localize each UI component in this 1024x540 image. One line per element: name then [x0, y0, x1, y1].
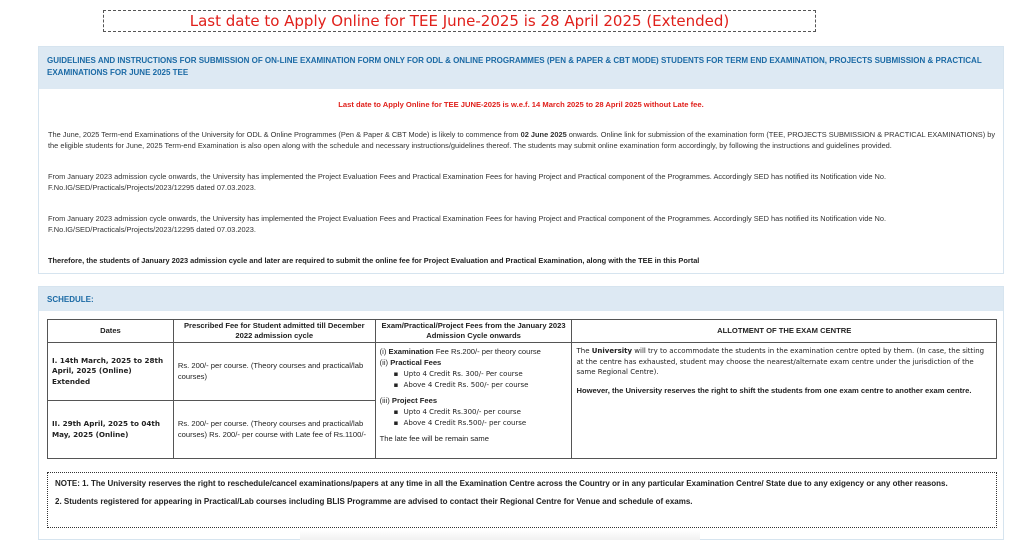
- scroll-fade: [300, 530, 700, 540]
- examination-fee-text: Fee Rs.200/- per theory course: [433, 347, 541, 356]
- commencement-text-b: onwards. Online link for submission of the examination form (TEE, PROJECTS SUBMISSION & PRACTICAL EXAMINATIONS) by the eligible students for June, 2025 Term-end Examination is also open along with the schedule and necessary instructions/guidelines thereof. The students may submit online examination form accordingly, by following the instructions and guidelines provided.: [48, 130, 996, 150]
- commencement-text-a: The June, 2025 Term-end Examinations of the University for ODL & Online Programmes (Pen & Paper & CBT Mode) is likely to commence from: [48, 130, 521, 139]
- notes-box: [47, 472, 997, 528]
- guidelines-panel: [38, 46, 1004, 274]
- schedule-panel: [38, 286, 1004, 540]
- guidelines-header: GUIDELINES AND INSTRUCTIONS FOR SUBMISSION OF ON-LINE EXAMINATION FORM ONLY FOR ODL & ONLINE PROGRAMMES (PEN & PAPER & CBT MODE) STUDENTS FOR TERM END EXAMINATION, PROJECTS SUBMISSION & PRACTICAL EXAMINATIONS FOR JUNE 2025 TEE: [39, 47, 1003, 89]
- commencement-date: 02 June 2025: [520, 130, 567, 139]
- fee-cell: Rs. 200/- per course. (Theory courses and practical/lab courses) Rs. 200/- per course with Late fee of Rs.1100/-: [173, 401, 375, 459]
- schedule-header: SCHEDULE:: [39, 287, 1003, 311]
- examination-label: Examination: [388, 347, 434, 356]
- practical-prefix: (ii): [379, 358, 391, 367]
- col-exam-fees: Exam/Practical/Project Fees from the January 2023 Admission Cycle onwards: [375, 320, 572, 343]
- allotment-however: However, the University reserves the right to shift the students from one exam centre to another exam centre.: [576, 385, 972, 395]
- exam-fees-cell: [375, 343, 572, 459]
- note-practical-venue: 2. Students registered for appearing in Practical/Lab courses including BLIS Programme are advised to contact their Regional Centre for Venue and schedule of exams.: [55, 497, 693, 506]
- allotment-cell: [572, 343, 997, 459]
- commencement-paragraph: [48, 129, 998, 151]
- fees-implementation-paragraph-repeat: From January 2023 admission cycle onwards, the University has implemented the Project Evaluation Fees and Practical Examination Fees for having Project and Practical component of the Programmes. Accordingly SED has notified its Notification vide No. F.No.IG/SED/Practicals/Projects/2023/12295 dated 07.03.2023.: [48, 214, 887, 234]
- schedule-table: [47, 319, 997, 459]
- allotment-text: will try to accommodate the students in the examination centre opted by them. (In case, the sitting at the centre has exhausted, student may choose the nearest/alternate exam centre under the jurisdiction of the same Regional Centre).: [576, 347, 985, 376]
- project-fees-label: Project Fees: [391, 396, 438, 405]
- list-item: ▪ Upto 4 Credit Rs. 300/- Per course: [380, 369, 568, 380]
- allotment-pre: The: [576, 347, 592, 355]
- exam-prefix: (i): [379, 347, 389, 356]
- last-date-banner: Last date to Apply Online for TEE June-2025 is 28 April 2025 (Extended): [103, 10, 816, 32]
- col-dates: Dates: [48, 320, 174, 343]
- online-fee-requirement: Therefore, the students of January 2023 admission cycle and later are required to submit the online fee for Project Evaluation and Practical Examination, along with the TEE in this Portal: [48, 256, 700, 265]
- col-prescribed-fee: Prescribed Fee for Student admitted till December 2022 admission cycle: [173, 320, 375, 343]
- university-word: University: [591, 347, 633, 355]
- note-reschedule: NOTE: 1. The University reserves the right to reschedule/cancel examinations/papers at any time in all the Examination Centre across the Country or in any particular Examination Centre/ State due to any exigency or any other reasons.: [55, 479, 948, 488]
- fee-cell: Rs. 200/- per course. (Theory courses and practical/lab courses): [173, 343, 375, 401]
- practical-fees-list: [380, 369, 568, 391]
- date-cell: II. 29th April, 2025 to 04th May, 2025 (Online): [48, 401, 174, 459]
- fees-implementation-paragraph: From January 2023 admission cycle onwards, the University has implemented the Project Evaluation Fees and Practical Examination Fees for having Project and Practical component of the Programmes. Accordingly SED has notified its Notification vide No. F.No.IG/SED/Practicals/Projects/2023/12295 dated 07.03.2023.: [48, 172, 887, 192]
- date-cell: I. 14th March, 2025 to 28th April, 2025 (Online) Extended: [48, 343, 174, 401]
- list-item: ▪ Upto 4 Credit Rs.300/- per course: [380, 407, 568, 418]
- project-prefix: (iii): [379, 396, 392, 405]
- last-date-notice: Last date to Apply Online for TEE JUNE-2025 is w.e.f. 14 March 2025 to 28 April 2025 without Late fee.: [338, 100, 704, 109]
- col-allotment: ALLOTMENT OF THE EXAM CENTRE: [572, 320, 997, 343]
- table-row: [48, 343, 997, 401]
- late-fee-note: The late fee will be remain same: [379, 434, 489, 443]
- list-item: ▪ Above 4 Credit Rs. 500/- per course: [380, 380, 568, 391]
- project-fees-list: [380, 407, 568, 429]
- list-item: ▪ Above 4 Credit Rs.500/- per course: [380, 418, 568, 429]
- practical-fees-label: Practical Fees: [390, 358, 442, 367]
- schedule-header-row: [48, 320, 997, 343]
